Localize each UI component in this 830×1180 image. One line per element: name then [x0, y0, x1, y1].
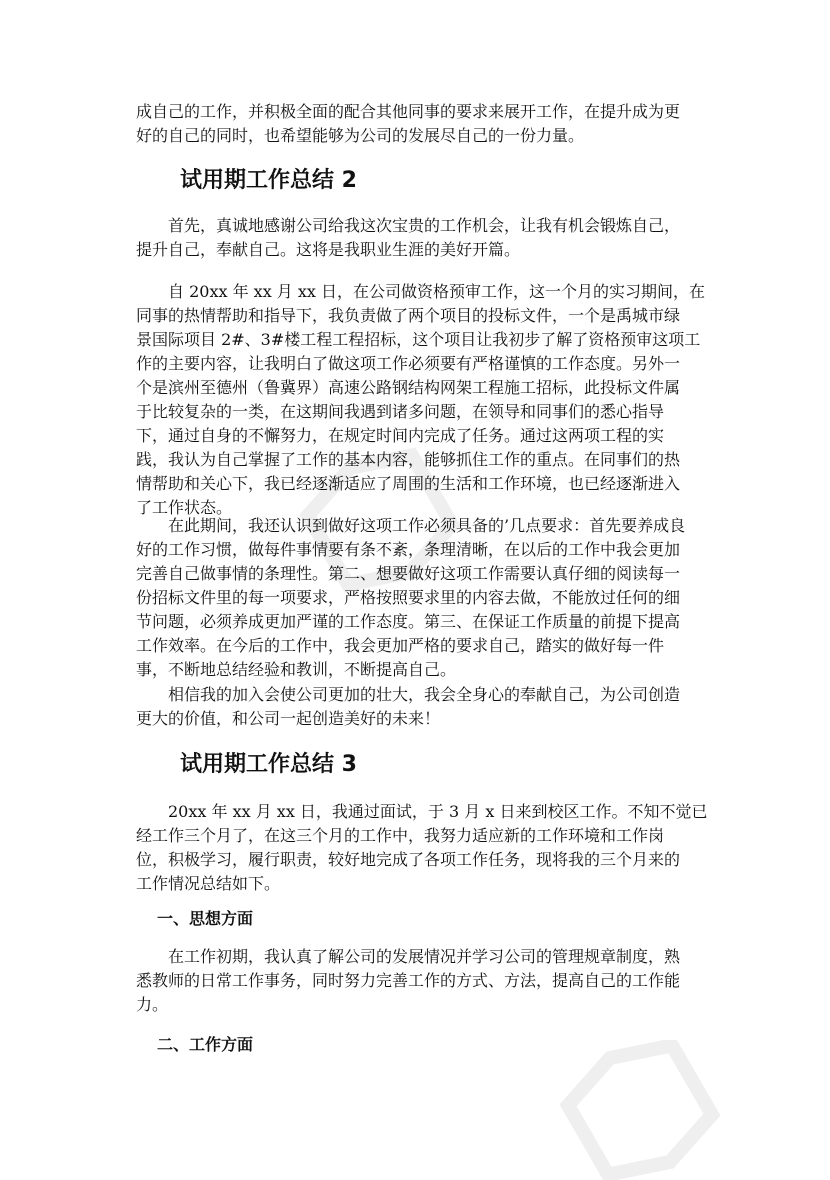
paragraph: 自 20xx 年 xx 月 xx 日，在公司做资格预审工作，这一个月的实习期间，在 同事的热情帮助和指导下，我负责做了两个项目的投标文件，一个是禹城市绿 景国际项目 2#、3#楼工程工程招标，这个项目让我初步了解了资格预审这项工 作的主要内容，让我明白了做这项工作必须要有严格谨慎的工作态度。另外一 个是滨州至德州（鲁冀界）高速公路钢结构网架工程施工招标，此投标文件属 于比较复杂的一类，在这期间我遇到诸多问题，在领导和同事们的悉心指导 下，通过自身的不懈努力，在规定时间内完成了任务。通过这两项工程的实 践，我认为自己掌握了工作的基本内容，能够抓住工作的重点。在同事们的热 情帮助和关心下，我已经逐渐适应了周围的生活和工作环境，也已经逐渐进入 了工作状态。: [136, 282, 706, 517]
paragraph: 20xx 年 xx 月 xx 日，我通过面试，于 3 月 x 日来到校区工作。不知不觉已 经工作三个月了，在这三个月的工作中，我努力适应新的工作环境和工作岗 位，积极学习，履行职责，较好地完成了各项工作任务，现将我的三个月来的 工作情况总结如下。: [136, 802, 708, 893]
watermark-icon: [520, 1040, 760, 1180]
section-heading: 试用期工作总结 2: [180, 168, 357, 193]
subsection-heading: 二、工作方面: [157, 1035, 254, 1054]
subsection-heading: 一、思想方面: [157, 909, 254, 928]
continuation-paragraph: 成自己的工作，并积极全面的配合其他同事的要求来展开工作，在提升成为更 好的自己的同时，也希望能够为公司的发展尽自己的一份力量。: [136, 102, 681, 145]
paragraph: 相信我的加入会使公司更加的壮大，我会全身心的奉献自己，为公司创造 更大的价值，和公司一起创造美好的未来！: [136, 685, 681, 728]
paragraph: 在工作初期，我认真了解公司的发展情况并学习公司的管理规章制度，熟 悉教师的日常工作事务，同时努力完善工作的方式、方法，提高自己的工作能 力。: [136, 947, 681, 1014]
section-heading: 试用期工作总结 3: [180, 752, 357, 777]
paragraph: 在此期间，我还认识到做好这项工作必须具备的’几点要求：首先要养成良 好的工作习惯，做每件事情要有条不紊，条理清晰，在以后的工作中我会更加 完善自己做事情的条理性。第二、想要做好这项工作需要认真仔细的阅读每一 份招标文件里的每一项要求，严格按照要求里的内容去做，不能放过任何的细 节问题，必须养成更加严谨的工作态度。第三、在保证工作质量的前提下提高 工作效率。在今后的工作中，我会更加严格的要求自己，踏实的做好每一件 事，不断地总结经验和教训，不断提高自己。: [136, 516, 686, 679]
paragraph: 首先，真诚地感谢公司给我这次宝贵的工作机会，让我有机会锻炼自己， 提升自己，奉献自己。这将是我职业生涯的美好开篇。: [136, 216, 681, 259]
